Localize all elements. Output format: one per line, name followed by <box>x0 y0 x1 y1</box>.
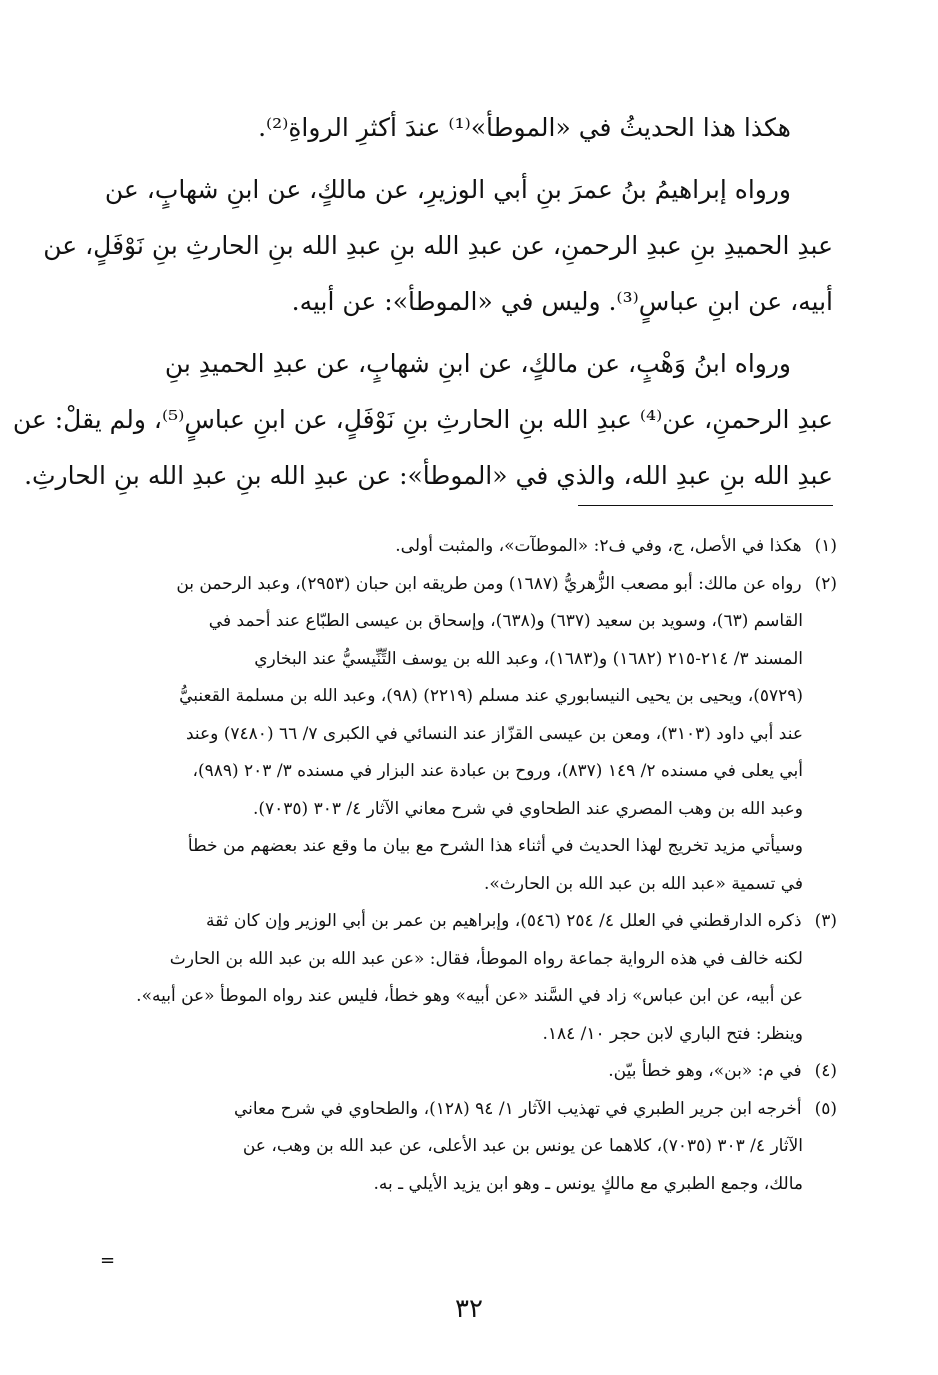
footnote-line: لكنه خالف في هذه الرواية جماعة رواه الموطأ، فقال: «عن عبد الله بن عبد الله بن الحارث <box>169 948 803 969</box>
footnote-marker: (٢) <box>814 573 837 594</box>
footnote-3 <box>95 903 837 1053</box>
footnote-line: وسيأتي مزيد تخريج لهذا الحديث في أثناء هذا الشرح مع بيان ما وقع عند بعضهم من خطأ <box>187 836 803 856</box>
footnote-line: أبي يعلى في مسنده ٢/ ١٤٩ (٨٣٧)، وروح بن عبادة عند البزار في مسنده ٣/ ٢٠٣ (٩٨٩)، <box>192 761 803 781</box>
footnote-line <box>95 903 837 941</box>
footnote-line: القاسم (٦٣)، وسويد بن سعيد (٦٣٧) و(٦٣٨)، وإسحاق بن عيسى الطبّاع عند أحمد في <box>208 611 803 631</box>
footnote-2 <box>95 566 837 904</box>
footnote-text: في م: «بن»، وهو خطأ بيّن. <box>608 1061 802 1081</box>
footnote-5 <box>95 1091 837 1204</box>
footnote-line <box>95 1053 837 1091</box>
continuation-mark: = <box>100 1250 116 1271</box>
footnote-line: عن أبيه، عن ابن عباس» زاد في السَّند «عن أبيه» وهو خطأ، فليس عند رواه الموطأ «عن أبيه». <box>136 986 803 1006</box>
footnotes <box>95 528 837 1203</box>
footnote-line: وينظر: فتح الباري لابن حجر ١٠/ ١٨٤. <box>542 1023 803 1044</box>
footnote-line <box>95 566 837 604</box>
footnote-line: مالك، وجمع الطبري مع مالكٍ يونس ـ وهو ابن يزيد الأيلي ـ به. <box>373 1173 803 1194</box>
footnote-line: المسند ٣/ ٢١٤-٢١٥ (١٦٨٢) و(١٦٨٣)، وعبد الله بن يوسف التِّنِّيسيُّ عند البخاري <box>254 648 803 669</box>
footnote-text: هكذا في الأصل، ج، وفي ف٢: «الموطآت»، والمثبت أولى. <box>395 536 802 556</box>
footnote-marker: (٣) <box>814 911 837 931</box>
footnote-line: في تسمية «عبد الله بن عبد الله بن الحارث». <box>484 873 803 894</box>
footnote-marker: (٥) <box>814 1098 837 1119</box>
text-line: عبدِ الرحمنِ، عن⁽⁴⁾ عبدِ الله بنِ الحارثِ بنِ نَوْفَلٍ، عن ابنِ عباسٍ⁽⁵⁾، ولم يقلْ: عن <box>12 405 833 434</box>
text-line: عبدِ الحميدِ بنِ عبدِ الرحمنِ، عن عبدِ الله بنِ عبدِ الله بنِ الحارثِ بنِ نَوْفَلٍ، عن <box>43 231 833 260</box>
main-text <box>12 100 833 510</box>
text-line: ورواه إبراهيمُ بنُ عمرَ بنِ أبي الوزيرِ، عن مالكٍ، عن ابنِ شهابٍ، عن <box>104 175 791 204</box>
footnote-text: أخرجه ابن جرير الطبري في تهذيب الآثار ١/ ٩٤ (١٢٨)، والطحاوي في شرح معاني <box>233 1098 802 1119</box>
footnote-text: ذكره الدارقطني في العلل ٤/ ٢٥٤ (٥٤٦)، وإبراهيم بن عمر بن أبي الوزير وإن كان ثقة <box>205 911 802 931</box>
text-line: ورواه ابنُ وَهْبٍ، عن مالكٍ، عن ابنِ شهابٍ، عن عبدِ الحميدِ بنِ <box>164 349 791 378</box>
text-line: هكذا هذا الحديثُ في «الموطأ»⁽¹⁾ عندَ أكثرِ الرواةِ⁽²⁾. <box>258 113 791 142</box>
footnote-marker: (١) <box>814 536 837 556</box>
text-line: عبدِ الله بنِ عبدِ الله، والذي في «الموطأ»: عن عبدِ الله بنِ عبدِ الله بنِ الحارثِ. <box>24 461 833 490</box>
text-line: أبيه، عن ابنِ عباسٍ⁽³⁾. وليس في «الموطأ»: عن أبيه. <box>291 287 833 316</box>
footnote-line <box>95 528 837 566</box>
footnote-1 <box>95 528 837 566</box>
footnote-separator <box>578 505 833 506</box>
page-number: ٣٢ <box>455 1294 483 1324</box>
footnote-text: رواه عن مالك: أبو مصعب الزُّهريُّ (١٦٨٧) ومن طريقه ابن حبان (٢٩٥٣)، وعبد الرحمن بن <box>176 573 802 594</box>
footnote-line <box>95 1091 837 1129</box>
paragraph <box>12 336 833 504</box>
footnote-line: (٥٧٢٩)، ويحيى بن يحيى النيسابوري عند مسلم (٢٢١٩) (٩٨)، وعبد الله بن مسلمة القعنبيُّ <box>179 686 803 706</box>
paragraph <box>43 162 833 330</box>
footnote-line: وعبد الله بن وهب المصري عند الطحاوي في شرح معاني الآثار ٤/ ٣٠٣ (٧٠٣٥). <box>252 798 803 819</box>
paragraph <box>95 100 833 156</box>
footnote-marker: (٤) <box>814 1061 837 1081</box>
footnote-line: الآثار ٤/ ٣٠٣ (٧٠٣٥)، كلاهما عن يونس بن عبد الأعلى، عن عبد الله بن وهب، عن <box>242 1136 803 1156</box>
footnote-line: عند أبي داود (٣١٠٣)، ومعن بن عيسى القزّاز عند النسائي في الكبرى ٧/ ٦٦ (٧٤٨٠) وعند <box>185 723 803 744</box>
footnote-4 <box>95 1053 837 1091</box>
